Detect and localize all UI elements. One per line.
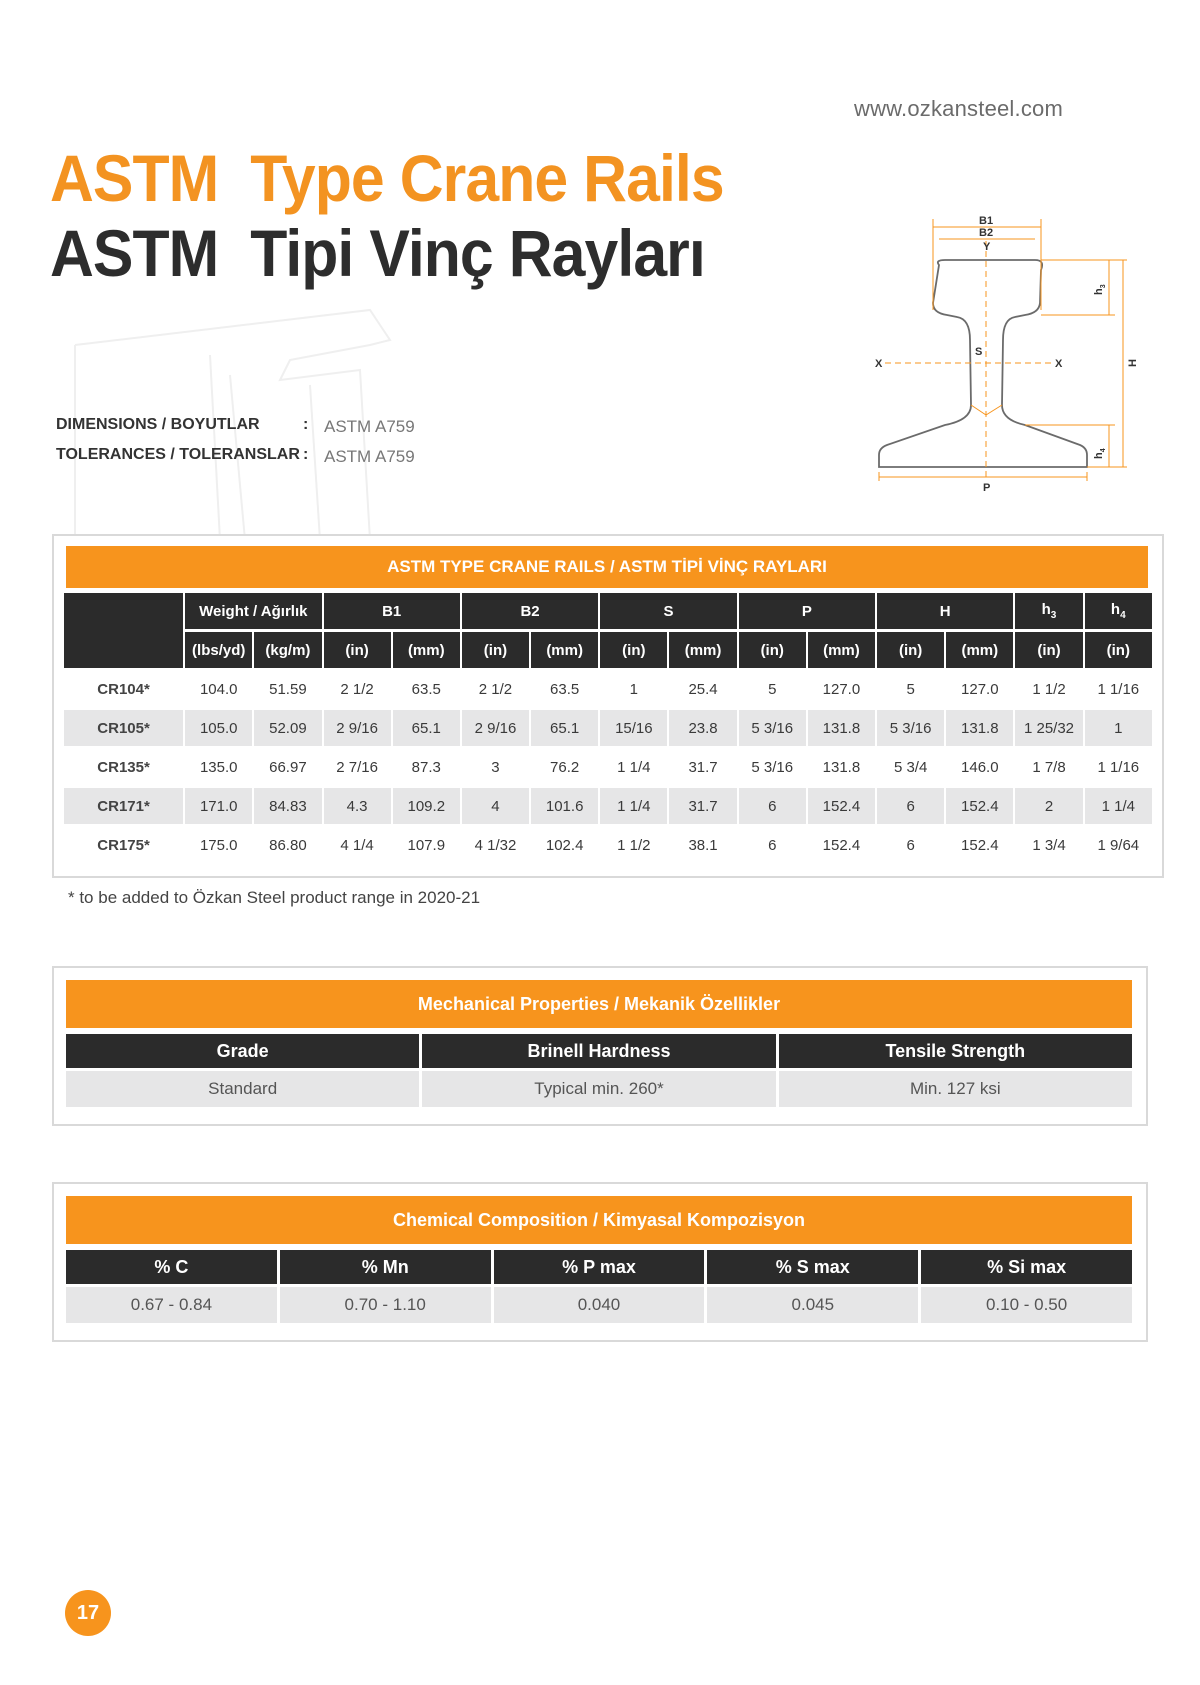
table-cell: 2 7/16 [336,758,378,776]
table-cell: 86.80 [269,836,307,854]
table-cell: 1 1/4 [1085,788,1152,824]
table-cell: 52.09 [254,710,321,746]
label-p: P [983,482,991,494]
table-cell: 5 [906,680,915,698]
table-cell: 5 3/4 [893,758,928,776]
unit-header: (in) [739,632,806,668]
chemical-value-si: 0.10 - 0.50 [921,1287,1132,1323]
table-cell: 66.97 [269,758,307,776]
label-b1: B1 [979,215,994,227]
table-cell: 31.7 [669,788,736,824]
group-p: P [739,593,875,629]
table-cell: 6 [877,788,944,824]
table-cell: 15/16 [600,710,667,746]
unit-header: (lbs/yd) [185,632,252,668]
chemical-value-row [66,1287,1132,1323]
group-h3: $h_3$ [1015,593,1082,629]
table-cell: 171.0 [185,788,252,824]
table-cell: 6 [906,836,915,854]
label-x-left: X [875,358,883,370]
table-cell: 51.59 [269,680,307,698]
group-s: S [600,593,736,629]
table-cell: 23.8 [669,710,736,746]
tolerances-label: TOLERANCES / TOLERANSLAR [56,446,300,463]
table-cell: 1 3/4 [1032,836,1066,854]
label-x-right: X [1055,358,1063,370]
table-cell: 127.0 [961,680,999,698]
table-cell: 4 1/4 [340,836,374,854]
chemical-value-mn: 0.70 - 1.10 [280,1287,491,1323]
tolerances-colon: : [303,446,309,463]
dimensions-value: ASTM A759 [324,417,415,436]
rail-name: CR171* [64,788,183,824]
table-cell: 1 [1085,710,1152,746]
group-weight: Weight / Ağırlık [185,593,321,629]
table-cell: 65.1 [531,710,598,746]
table-cell: 5 3/16 [751,758,794,776]
table-cell: 2 1/2 [340,680,374,698]
rails-table-title: ASTM TYPE CRANE RAILS / ASTM TİPİ VİNÇ RAYLARI [66,546,1148,588]
table-cell: 131.8 [822,758,861,776]
chemical-value-p: 0.040 [494,1287,705,1323]
unit-header: (kg/m) [254,632,321,668]
mechanical-box [52,966,1148,1126]
table-cell: 102.4 [545,836,584,854]
table-cell: 109.2 [393,788,460,824]
table-cell: 4 [462,788,529,824]
mechanical-value-tensile: Min. 127 ksi [779,1071,1132,1107]
table-cell: 146.0 [961,758,999,776]
mechanical-title: Mechanical Properties / Mekanik Özellikler [66,980,1132,1028]
group-h: H [877,593,1013,629]
page-number: 17 [65,1590,111,1636]
chemical-header-si: % Si max [921,1250,1132,1284]
label-h3: $h_3$ [1093,284,1107,295]
table-cell: 127.0 [822,680,861,698]
table-cell: 2 [1015,788,1082,824]
table-cell: 135.0 [199,758,238,776]
table-cell: 105.0 [185,710,252,746]
table-cell: 4 1/32 [474,836,517,854]
unit-header: (mm) [946,632,1013,668]
table-cell: 2 1/2 [478,680,513,698]
unit-header: (mm) [531,632,598,668]
table-cell: 131.8 [808,710,875,746]
table-cell: 6 [739,788,806,824]
rail-profile-diagram [875,215,1145,515]
table-cell: 152.4 [822,836,861,854]
mechanical-value-grade: Standard [66,1071,419,1107]
table-cell: 5 3/16 [739,710,806,746]
label-s: S [975,346,983,358]
tolerances-value: ASTM A759 [324,447,415,466]
table-cell: 1 9/64 [1097,836,1140,854]
table-cell: 2 9/16 [324,710,391,746]
unit-header: (in) [1085,632,1152,668]
label-b2: B2 [979,227,994,239]
table-cell: 1 1/16 [1097,680,1140,698]
table-row [64,710,1152,746]
mechanical-header-grade: Grade [66,1034,419,1068]
table-cell: 5 [768,680,777,698]
rail-name: CR175* [97,836,150,854]
page-title-en: ASTM Type Crane Rails [50,141,724,215]
table-cell: 1 7/8 [1032,758,1066,776]
table-cell: 63.5 [550,680,580,698]
table-cell: 3 [491,758,500,776]
table-cell: 65.1 [393,710,460,746]
table-cell: 1 1/4 [617,758,651,776]
mechanical-header-tensile: Tensile Strength [779,1034,1132,1068]
table-cell: 4.3 [324,788,391,824]
chemical-value-c: 0.67 - 0.84 [66,1287,277,1323]
table-row [64,671,1152,707]
unit-header: (mm) [669,632,736,668]
table-cell: 76.2 [550,758,580,776]
dimensions-label: DIMENSIONS / BOYUTLAR [56,416,260,433]
mechanical-header-brinell: Brinell Hardness [422,1034,775,1068]
table-cell: 5 3/16 [877,710,944,746]
group-b1: B1 [324,593,460,629]
table-row [64,749,1152,785]
unit-header: (in) [600,632,667,668]
table-cell: 6 [768,836,777,854]
rail-name: CR135* [97,758,150,776]
unit-header: (mm) [808,632,875,668]
table-cell: 107.9 [407,836,446,854]
group-h4: $h_4$ [1085,593,1152,629]
label-h: H [1127,359,1139,367]
dimensions-colon: : [303,416,309,433]
table-cell: 1 [629,680,639,698]
mechanical-value-brinell: Typical min. 260* [422,1071,775,1107]
chemical-header-p: % P max [494,1250,705,1284]
chemical-box [52,1182,1148,1342]
row-label-header-blank [64,593,183,668]
rail-name: CR104* [97,680,150,698]
page-title-tr: ASTM Tipi Vinç Rayları [50,216,705,290]
table-cell: 152.4 [946,788,1013,824]
table-cell: 2 9/16 [462,710,529,746]
rail-name: CR105* [64,710,183,746]
table-cell: 104.0 [199,680,238,698]
table-cell: 1 1/2 [1032,680,1066,698]
rails-table [62,590,1154,866]
chemical-header-c: % C [66,1250,277,1284]
chemical-header-s: % S max [707,1250,918,1284]
footnote: * to be added to Özkan Steel product range in 2020-21 [68,888,481,907]
unit-header: (in) [462,632,529,668]
table-cell: 31.7 [688,758,718,776]
label-y: Y [983,241,991,253]
table-cell: 1 1/2 [617,836,651,854]
unit-header: (in) [877,632,944,668]
unit-header: (in) [324,632,391,668]
group-b2: B2 [462,593,598,629]
chemical-value-s: 0.045 [707,1287,918,1323]
table-row [64,827,1152,863]
table-cell: 84.83 [254,788,321,824]
chemical-header-row [66,1250,1132,1284]
table-cell: 175.0 [199,836,238,854]
table-cell: 152.4 [961,836,999,854]
table-cell: 25.4 [688,680,718,698]
mechanical-header-row [66,1034,1132,1068]
table-cell: 1 1/4 [600,788,667,824]
chemical-header-mn: % Mn [280,1250,491,1284]
label-h4: $h_4$ [1093,448,1107,459]
table-cell: 38.1 [688,836,718,854]
table-cell: 101.6 [531,788,598,824]
table-cell: 1 25/32 [1015,710,1082,746]
website-url: www.ozkansteel.com [853,96,1063,121]
table-cell: 1 1/16 [1097,758,1140,776]
unit-header: (mm) [393,632,460,668]
table-row [64,788,1152,824]
table-cell: 131.8 [946,710,1013,746]
table-cell: 63.5 [411,680,441,698]
chemical-title: Chemical Composition / Kimyasal Kompozisyon [66,1196,1132,1244]
mechanical-value-row [66,1071,1132,1107]
table-cell: 152.4 [808,788,875,824]
table-cell: 87.3 [411,758,441,776]
unit-header: (in) [1015,632,1082,668]
